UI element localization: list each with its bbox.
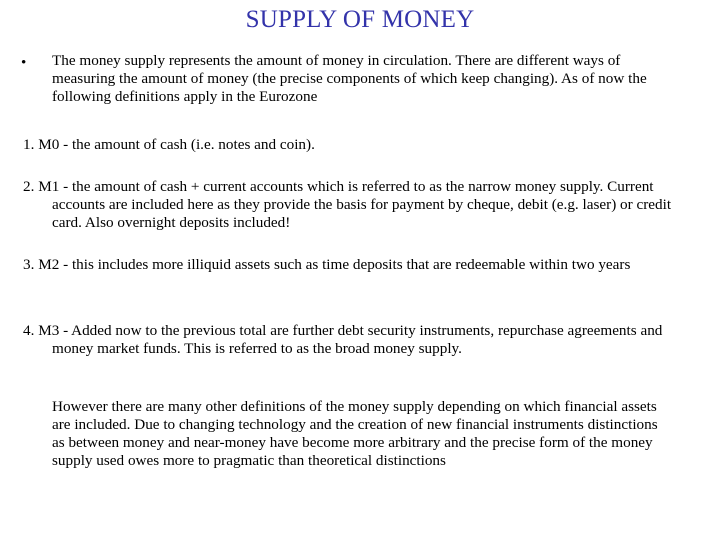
definition-text: - this includes more illiquid assets such as time deposits that are redeemable within two years [63,256,631,273]
definition-term: M2 [38,256,60,273]
definition-text: - Added now to the previous total are further debt security instruments, repurchase agreements and money market funds. This is referred to as the broad money supply. [52,322,663,357]
definition-m3 [23,322,700,358]
definition-term: M3 [38,322,60,339]
bullet-dot: • [21,54,27,71]
definition-text: - the amount of cash + current accounts which is referred to as the narrow money supply. Current accounts are included here as they provide the basis for payment by cheque, debit (e.g. laser) or credit card. Also overnight deposits included! [52,178,672,231]
definition-text: - the amount of cash (i.e. notes and coin). [63,136,315,153]
definition-term: M1 [38,178,60,195]
definition-term: M0 [38,136,60,153]
definition-number: 1. [23,136,35,153]
slide-title: SUPPLY OF MONEY [245,6,475,33]
definition-m1 [23,178,700,232]
closing-paragraph: However there are many other definitions of the money supply depending on which financial assets are included. Due to changing technology and the creation of new financial instruments distinctions as between money and near-money have become more arbitrary and the precise form of the money supply used owes more to pragmatic than theoretical distinctions [52,398,658,469]
definition-number: 3. [23,256,35,273]
intro-paragraph: The money supply represents the amount of money in circulation. There are different ways of measuring the amount of money (the precise components of which keep changing). As of now the following definitions apply in the Eurozone [52,52,647,105]
definition-number: 4. [23,322,35,339]
definition-m0 [23,136,700,154]
definition-m2 [23,256,700,274]
definition-number: 2. [23,178,35,195]
